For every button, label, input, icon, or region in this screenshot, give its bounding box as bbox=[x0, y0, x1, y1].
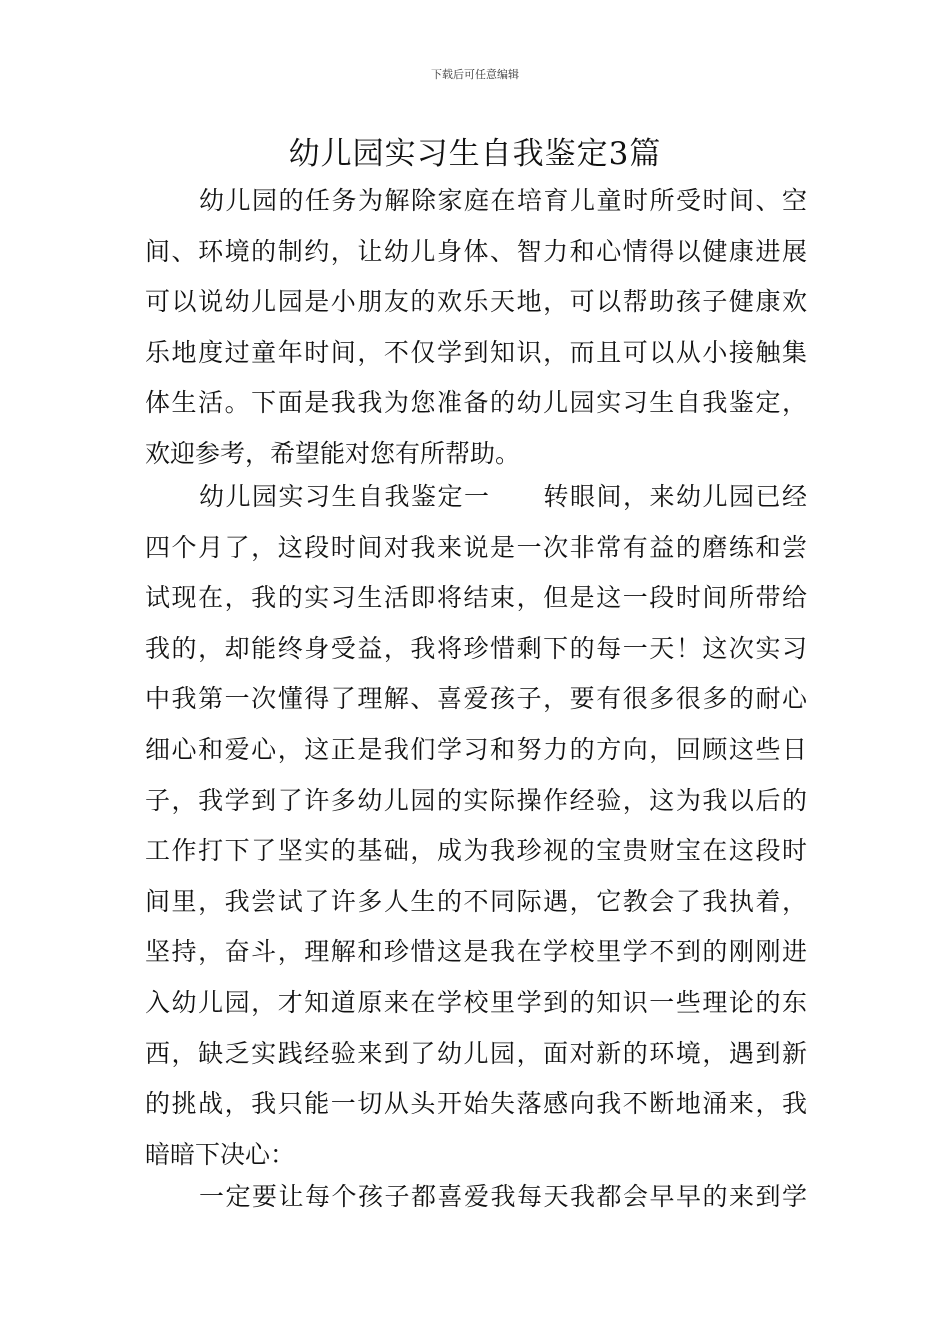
paragraph-appraisal-one bbox=[145, 472, 807, 1180]
paragraph-line: 子，我学到了许多幼儿园的实际操作经验，这为我以后的 bbox=[145, 785, 807, 815]
paragraph-intro bbox=[145, 176, 807, 480]
paragraph-line: 入幼儿园，才知道原来在学校里学到的知识一些理论的东 bbox=[145, 987, 807, 1017]
paragraph-line: 西，缺乏实践经验来到了幼儿园，面对新的环境，遇到新 bbox=[145, 1038, 807, 1068]
paragraph-line: 细心和爱心，这正是我们学习和努力的方向，回顾这些日 bbox=[145, 734, 807, 764]
paragraph-line: 的挑战，我只能一切从头开始失落感向我不断地涌来，我 bbox=[145, 1089, 807, 1119]
paragraph-line: 幼儿园的任务为解除家庭在培育儿童时所受时间、空 bbox=[199, 186, 807, 215]
paragraph-line: 暗暗下决心： bbox=[145, 1139, 296, 1169]
paragraph-line: 坚持，奋斗，理解和珍惜这是我在学校里学不到的刚刚进 bbox=[145, 937, 807, 967]
paragraph-line: 试现在，我的实习生活即将结束，但是这一段时间所带给 bbox=[145, 583, 807, 613]
paragraph-line: 间、环境的制约，让幼儿身体、智力和心情得以健康进展 bbox=[145, 236, 807, 266]
paragraph-line: 一定要让每个孩子都喜爱我每天我都会早早的来到学 bbox=[199, 1182, 807, 1211]
paragraph-line: 四个月了，这段时间对我来说是一次非常有益的磨练和尝 bbox=[145, 532, 807, 562]
document-title: 幼儿园实习生自我鉴定3篇 bbox=[288, 136, 662, 172]
paragraph-continuation bbox=[145, 1172, 807, 1223]
header-note: 下载后可任意编辑 bbox=[431, 68, 519, 81]
paragraph-line: 可以说幼儿园是小朋友的欢乐天地，可以帮助孩子健康欢 bbox=[145, 287, 807, 317]
paragraph-line: 乐地度过童年时间，不仅学到知识，而且可以从小接触集 bbox=[145, 337, 807, 367]
paragraph-line: 工作打下了坚实的基础，成为我珍视的宝贵财宝在这段时 bbox=[145, 836, 807, 866]
paragraph-line: 间里，我尝试了许多人生的不同际遇，它教会了我执着， bbox=[145, 886, 807, 916]
paragraph-line: 欢迎参考，希望能对您有所帮助。 bbox=[145, 438, 521, 468]
paragraph-line: 我的，却能终身受益，我将珍惜剩下的每一天！这次实习 bbox=[145, 633, 807, 663]
paragraph-line: 中我第一次懂得了理解、喜爱孩子，要有很多很多的耐心 bbox=[145, 684, 807, 714]
paragraph-line: 幼儿园实习生自我鉴定一 转眼间，来幼儿园已经 bbox=[199, 482, 807, 511]
paragraph-line: 体生活。下面是我我为您准备的幼儿园实习生自我鉴定， bbox=[145, 388, 807, 418]
